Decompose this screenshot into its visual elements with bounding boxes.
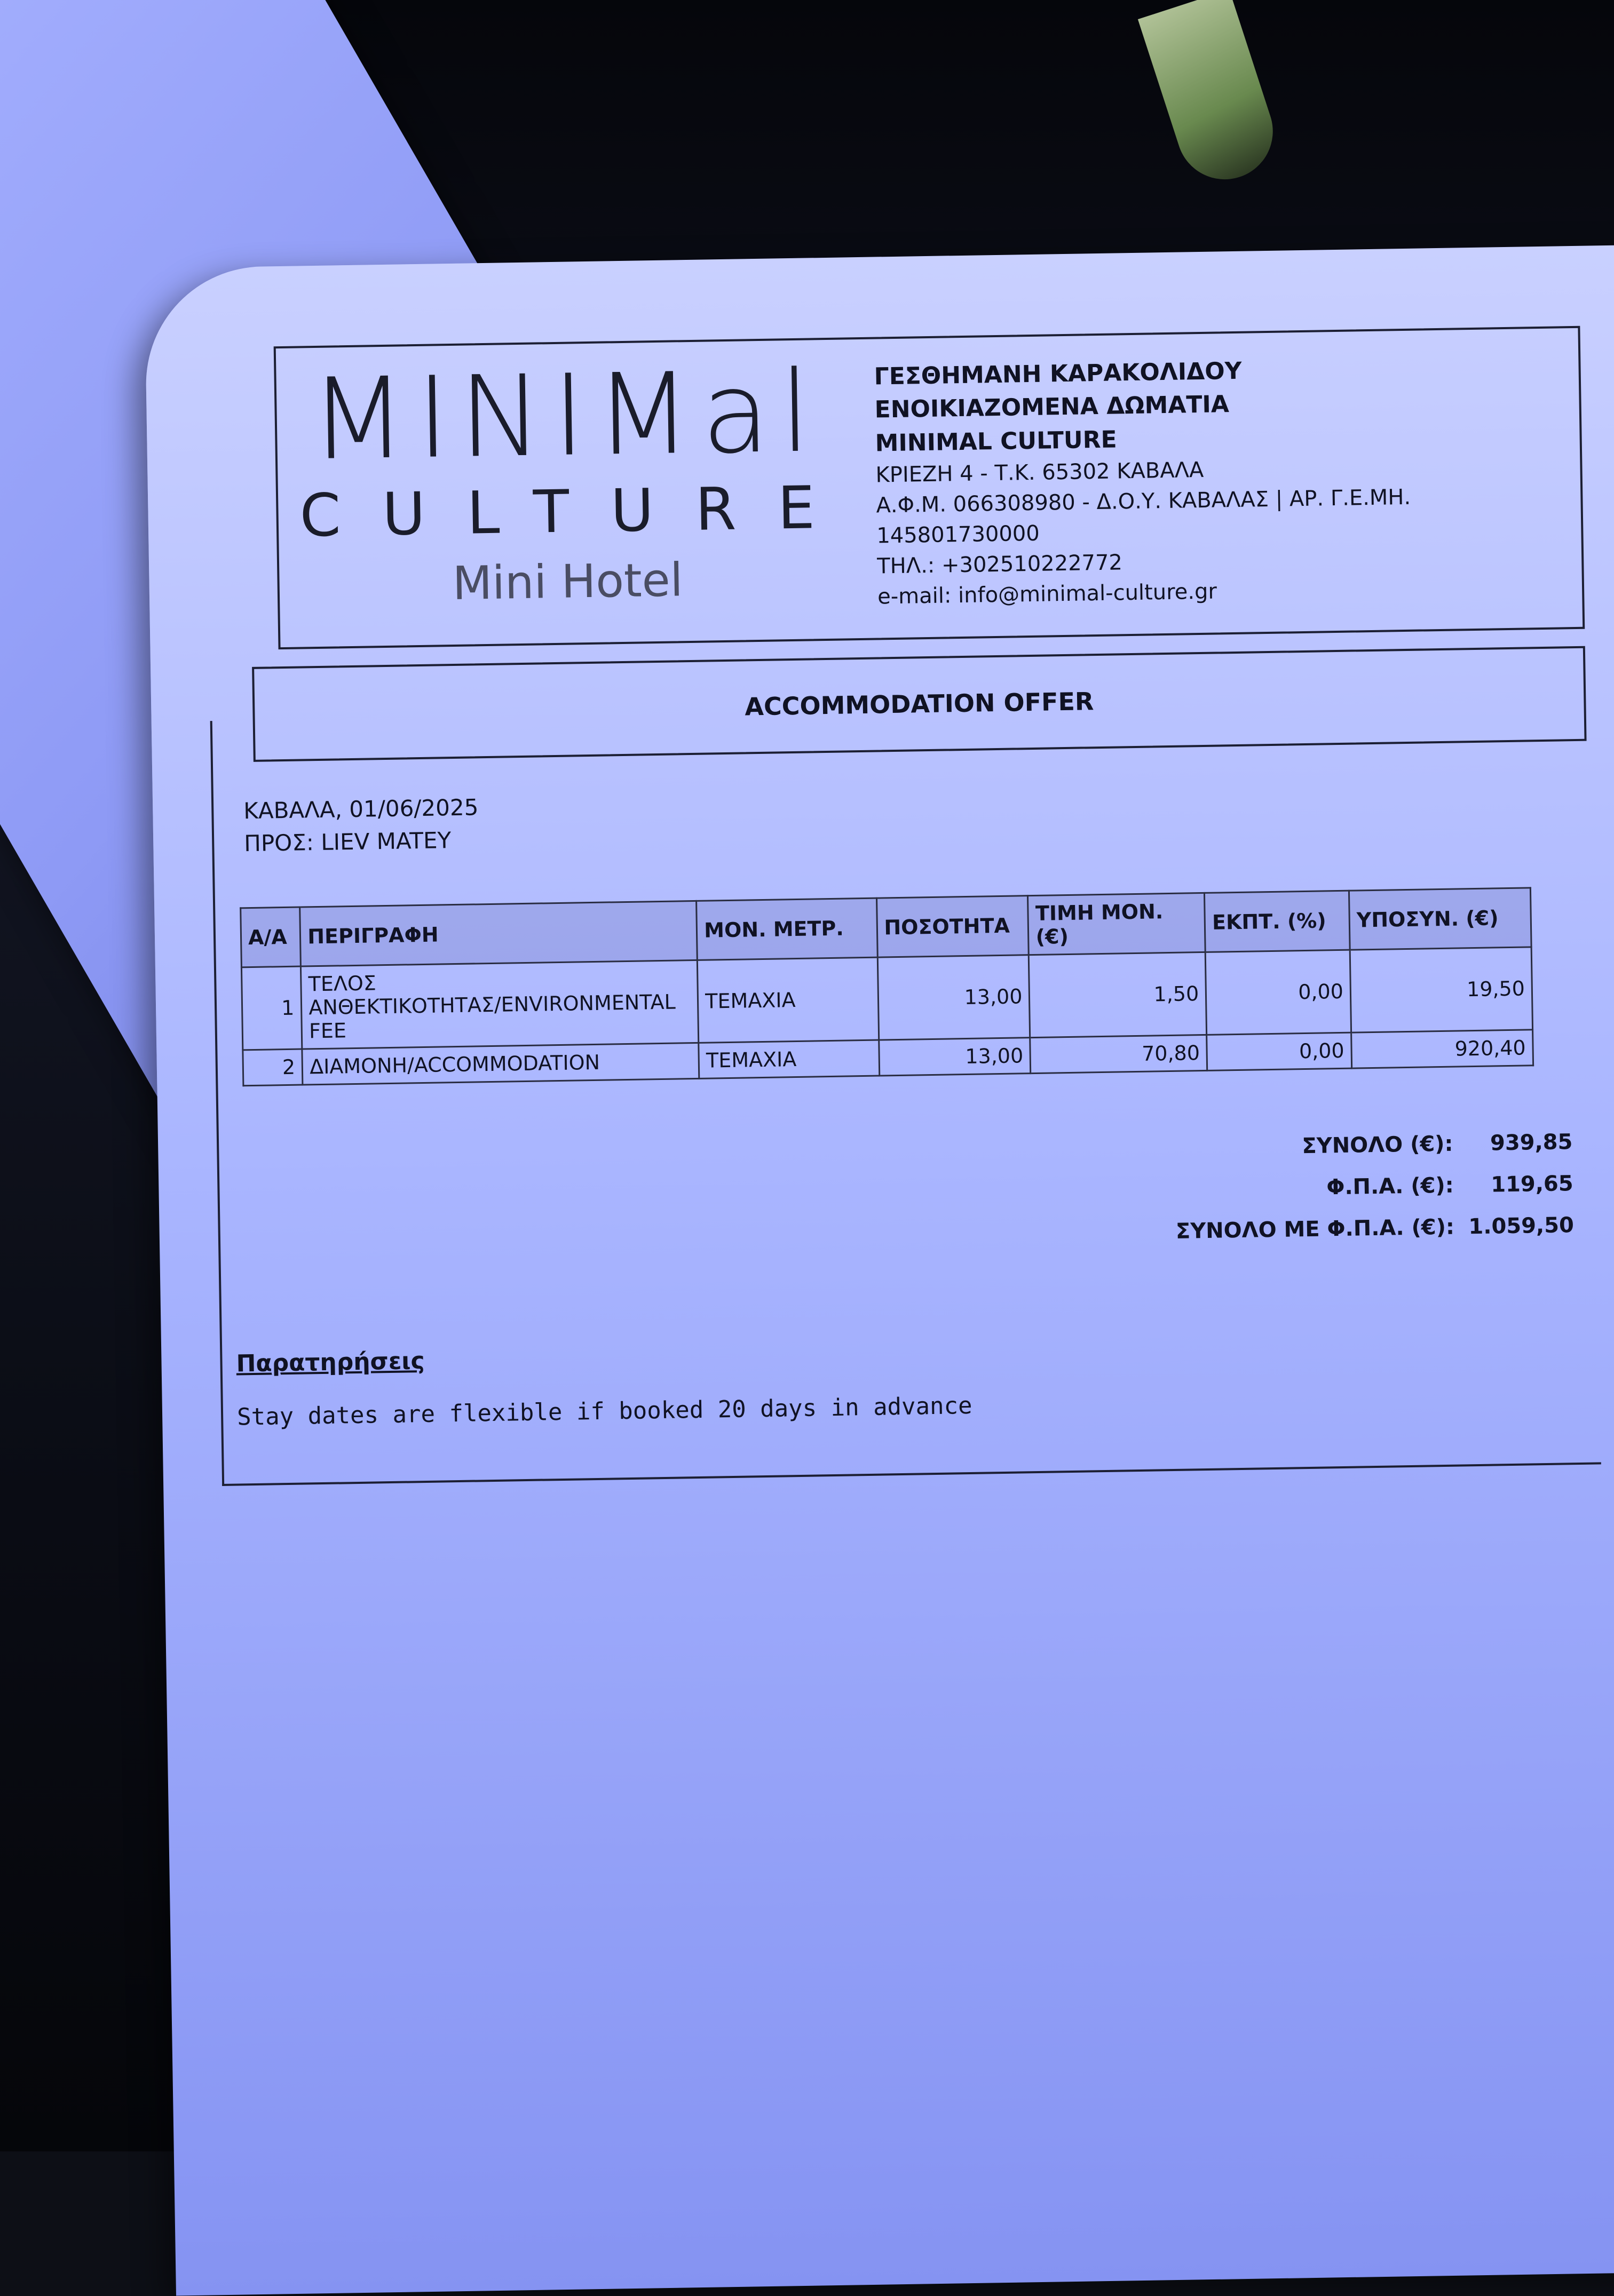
cell-quantity: 13,00: [879, 1038, 1031, 1076]
header-box: [274, 326, 1585, 649]
logo-word: MINIMal: [308, 346, 821, 486]
cell-index: 2: [243, 1049, 303, 1086]
cell-unit: ΤΕΜΑΧΙΑ: [699, 1040, 879, 1078]
cell-unit-price: 70,80: [1030, 1035, 1207, 1073]
vat-value: 119,65: [1490, 1171, 1573, 1197]
subtotal-label: ΣΥΝΟΛΟ (€):: [1302, 1131, 1453, 1159]
col-header: ΕΚΠΤ. (%): [1205, 891, 1350, 952]
cell-description: ΤΕΛΟΣ ΑΝΘΕΚΤΙΚΟΤΗΤΑΣ/ENVIRONMENTAL FEE: [301, 960, 699, 1049]
cell-description: ΔΙΑΜΟΝΗ/ACCOMMODATION: [302, 1043, 699, 1085]
hotel-logo: [297, 346, 857, 611]
col-header: ΜΟΝ. ΜΕΤΡ.: [697, 898, 877, 960]
remarks-title: Παρατηρήσεις: [236, 1347, 425, 1378]
company-details: [874, 349, 1571, 612]
company-type: ΕΝΟΙΚΙΑΖΟΜΕΝΑ ΔΩΜΑΤΙΑ: [874, 391, 1230, 424]
cell-unit: ΤΕΜΑΧΙΑ: [698, 957, 879, 1043]
logo-mini-hotel: Mini Hotel: [452, 553, 684, 611]
cell-quantity: 13,00: [877, 955, 1030, 1040]
company-tax: Α.Φ.Μ. 066308980 - Δ.Ο.Υ. ΚΑΒΑΛΑΣ | ΑΡ. Γ.Ε.ΜΗ.: [876, 484, 1411, 518]
remarks-text: Stay dates are flexible if booked 20 days in advance: [236, 1392, 972, 1431]
subtotal-value: 939,85: [1490, 1130, 1573, 1156]
col-header: ΠΟΣΟΤΗΤΑ: [876, 896, 1029, 957]
vat-line: [1175, 1163, 1573, 1211]
company-email: e-mail: info@minimal-culture.gr: [877, 579, 1217, 609]
col-header: Α/Α: [241, 907, 301, 967]
offer-title: ACCOMMODATION OFFER: [744, 687, 1094, 721]
offer-meta: [243, 791, 479, 860]
cell-discount: 0,00: [1207, 1032, 1352, 1070]
total-value: 1.059,50: [1468, 1213, 1575, 1240]
totals-block: [1174, 1121, 1575, 1252]
cell-subtotal: 19,50: [1350, 947, 1532, 1032]
company-name: ΓΕΣΘΗΜΑΝΗ ΚΑΡΑΚΟΛΙΔΟΥ: [874, 357, 1242, 391]
cell-discount: 0,00: [1205, 950, 1351, 1035]
cell-subtotal: 920,40: [1351, 1030, 1533, 1068]
document-body: [231, 326, 1576, 1431]
company-phone: ΤΗΛ.: +302510222772: [876, 550, 1123, 579]
col-header: ΥΠΟΣΥΝ. (€): [1349, 888, 1531, 950]
company-gemi: 145801730000: [876, 521, 1040, 549]
col-header: ΤΙΜΗ ΜΟΝ. (€): [1028, 893, 1205, 955]
total-line: [1175, 1204, 1574, 1252]
cell-unit-price: 1,50: [1029, 952, 1207, 1037]
offer-page: [144, 244, 1614, 2295]
subtotal-line: [1174, 1121, 1573, 1169]
col-header: ΠΕΡΙΓΡΑΦΗ: [300, 901, 698, 966]
company-address: ΚΡΙΕΖΗ 4 - Τ.Κ. 65302 ΚΑΒΑΛΑ: [875, 458, 1204, 488]
company-brand: MINIMAL CULTURE: [875, 426, 1117, 457]
total-label: ΣΥΝΟΛΟ ΜΕ Φ.Π.Α. (€):: [1175, 1214, 1455, 1244]
logo-subword: CULTURE: [299, 473, 857, 550]
vat-label: Φ.Π.Α. (€):: [1326, 1173, 1454, 1200]
cell-index: 1: [241, 966, 302, 1050]
recipient: ΠΡΟΣ: LIEV MATEY: [243, 827, 452, 857]
items-table: [240, 887, 1534, 1086]
place-date: ΚΑΒΑΛΑ, 01/06/2025: [243, 794, 479, 824]
